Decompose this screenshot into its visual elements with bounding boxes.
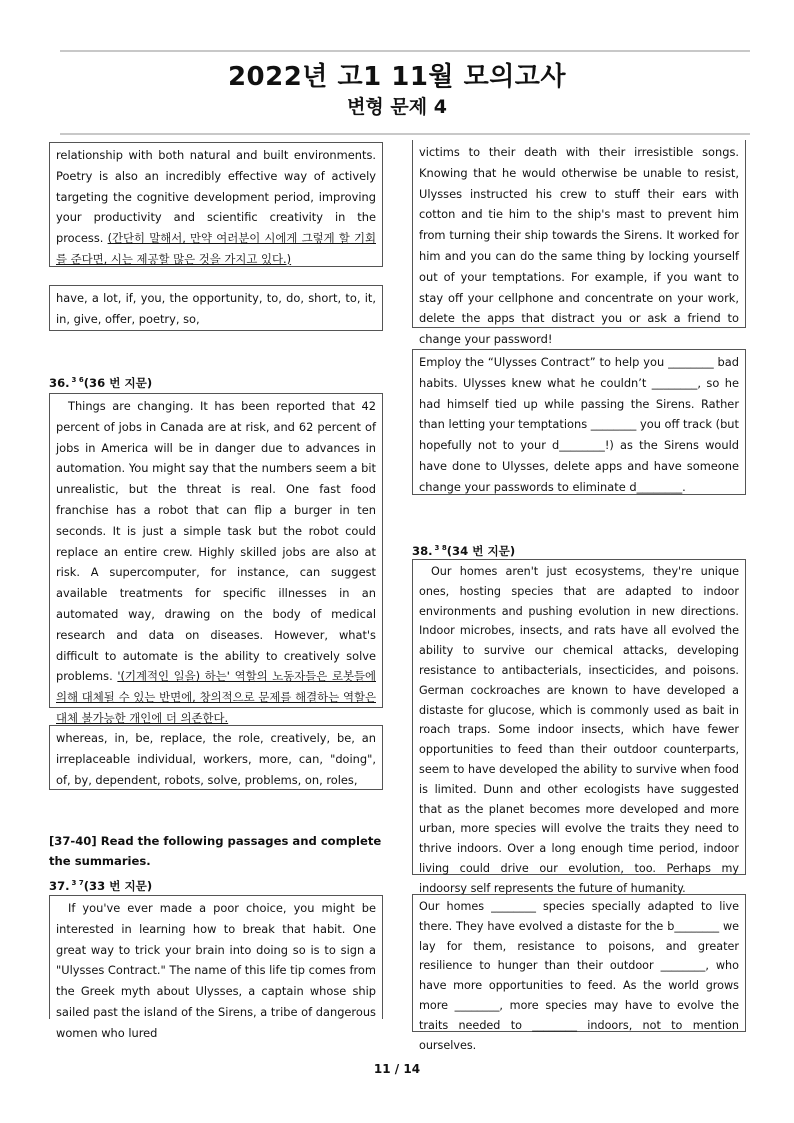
question-38-text: Our homes aren't just ecosystems, they're unique ones, hosting species that are adapted to indoor environments and pushing evolution in new directions. Indoor microbes, insects, and rats have all evolved the ability to survive our chemical attacks, developing resistance to antibacterials, insecticides, and poisons. German cockroaches are known to have developed a distaste for glucose, which is commonly used as bait in roach traps. Some indoor insects, which have fewer opportunities to feed than their outdoor counterparts, seem to have developed the ability to survive when food is limited. Dunn and other ecologists have suggested that as the planet becomes more developed and more urban, more species will evolve the traits they need to thrive indoors. Over a long enough time period, indoor living could drive our evolution, too. Perhaps my indoorsy self represents the future of humanity. bbox=[419, 565, 739, 895]
header-rule-bottom bbox=[60, 133, 750, 135]
question-38-passage-box bbox=[412, 559, 746, 895]
passage-35-end-box bbox=[49, 142, 383, 267]
question-36-korean-prompt: '(기계적인 일을) 하는' 역할의 노동자들은 로봇들에 의해 대체될 수 있는 반면에, 창의적으로 문제를 해결하는 역할은 대체 불가능한 개인에 더 의존한다. bbox=[56, 669, 376, 725]
question-37-heading: 37. $^{3 7}$(33 번 지문) bbox=[49, 878, 153, 893]
passage-35-end-text: relationship with both natural and built environments. Poetry is also an incredibly effective way of actively targeting the cognitive development period, improving your productivity and scientific creativity in the process. bbox=[56, 148, 376, 246]
page-number: 11 / 14 bbox=[373, 1062, 421, 1076]
question-36-passage-box bbox=[49, 393, 383, 725]
passage-35-korean-prompt: (간단히 말해서, 만약 여러분이 시에게 그렇게 할 기회를 준다면, 시는 제공할 많은 것을 가지고 있다.) bbox=[56, 231, 376, 266]
question-37-text-start: If you've ever made a poor choice, you might be interested in learning how to break that habit. One great way to trick your brain into doing so is to sign a "Ulysses Contract." The name of this life tip comes from the Greek myth about Ulysses, a captain whose ship sailed past the island of the Sirens, a tribe of dangerous women who lured bbox=[56, 901, 376, 1040]
question-37-continued-box bbox=[412, 140, 746, 347]
page-title: 2022년 고1 11월 모의고사 bbox=[227, 62, 567, 92]
page-subtitle: 변형 문제 4 bbox=[347, 96, 447, 118]
question-37-passage-box bbox=[49, 895, 383, 1040]
summary-38-box bbox=[412, 894, 746, 1052]
summary-38-text: Our homes ________ species specially adapted to live there. They have evolved a distaste for the b________ we lay for them, resistance to poisons, and greater resilience to hunger than their outdoor ________, who have more opportunities to feed. As the world grows more ________, more species may have to evolve the traits needed to ________ indoors, not to mention ourselves. bbox=[419, 900, 739, 1052]
summary-37-text: Employ the “Ulysses Contract” to help you ________ bad habits. Ulysses knew what he couldn’t ________, so he had himself tied up while passing the Sirens. Rather than letting your temptations ________ you off track (but hopefully not to your d________!) as the Sirens would have done to Ulysses, delete apps and have someone change your passwords to eliminate d________. bbox=[419, 355, 739, 494]
question-36-text: Things are changing. It has been reported that 42 percent of jobs in Canada are at risk, and 62 percent of jobs in America will be in danger due to advances in automation. You might say that the numbers seem a bit unrealistic, but the threat is real. One fast food franchise has a robot that can flip a burger in ten seconds. It is just a simple task but the robot could replace an entire crew. Highly skilled jobs are also at risk. A supercomputer, for instance, can suggest available treatments for specific illnesses in an automated way, drawing on the body of medical research and data on diseases. However, what's difficult to automate is the ability to creatively solve problems. bbox=[56, 399, 376, 684]
question-37-text-continued: victims to their death with their irresistible songs. Knowing that he would otherwise be unable to resist, Ulysses instructed his crew to stuff their ears with cotton and tie him to the ship's mast to prevent him from turning their ship towards the Sirens. It worked for him and you can do the same thing by locking yourself out of your temptations. For example, if you want to stay off your cellphone and concentrate on your work, delete the apps that distract you or ask a friend to change your password! bbox=[419, 145, 739, 347]
words-35-text: have, a lot, if, you, the opportunity, to, do, short, to, it, in, give, offer, poetry, so, bbox=[56, 291, 376, 326]
instruction-37-40: [37-40] Read the following passages and complete the summaries. bbox=[49, 834, 382, 868]
words-36-text: whereas, in, be, replace, the role, creatively, be, an irreplaceable individual, workers, more, can, "doing", of, by, dependent, robots, solve, problems, on, roles, bbox=[56, 731, 376, 787]
words-35-box bbox=[49, 285, 383, 331]
question-36-heading: 36. $^{3 6}$(36 번 지문) bbox=[49, 375, 153, 390]
question-38-heading: 38. $^{3 8}$(34 번 지문) bbox=[412, 543, 516, 558]
words-36-box bbox=[49, 725, 383, 790]
summary-37-box bbox=[412, 349, 746, 495]
header-rule-top bbox=[60, 50, 750, 52]
